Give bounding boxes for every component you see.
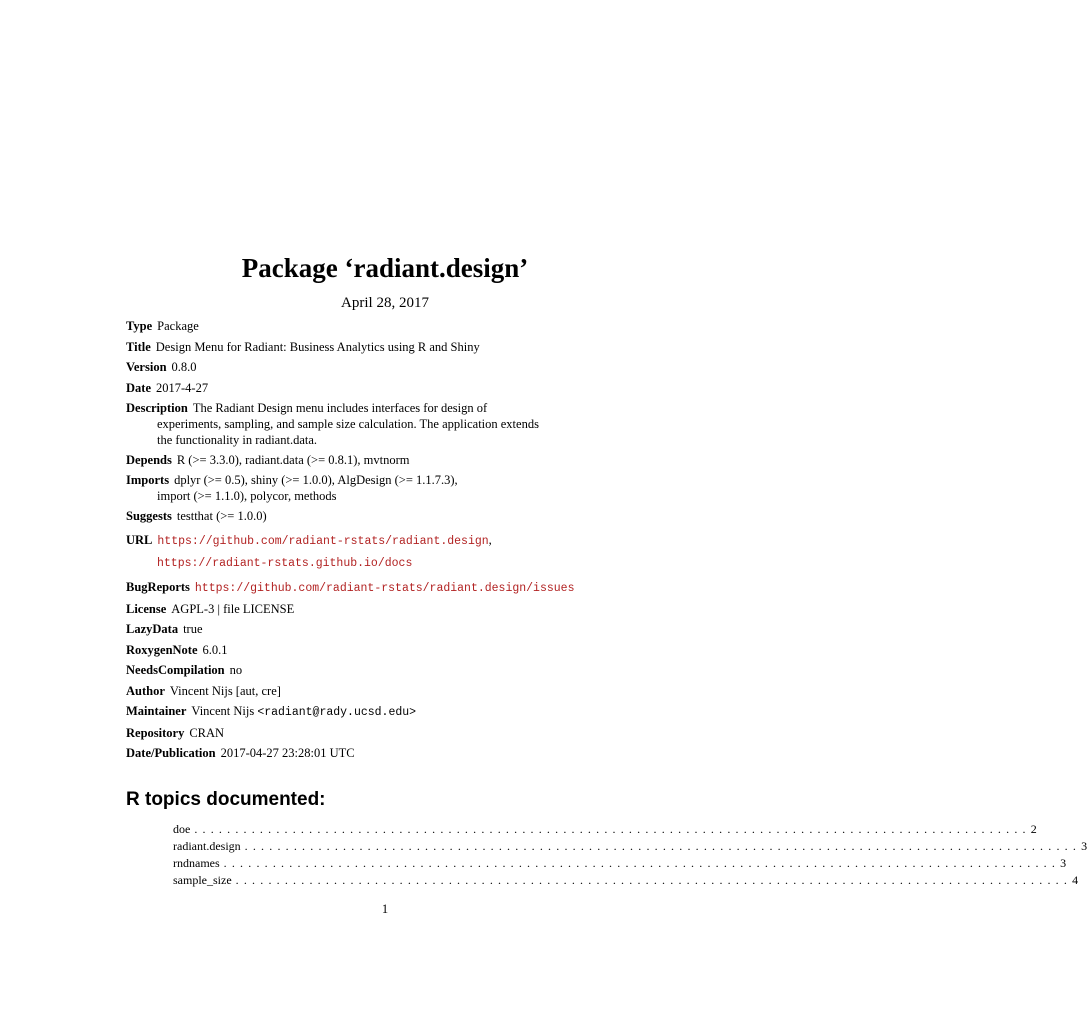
description-fields: [126, 318, 666, 762]
field-label: Title: [126, 339, 151, 354]
field-label: Version: [126, 360, 167, 374]
page-title: Package ‘radiant.design’: [241, 253, 529, 283]
field-value: 2017-4-27: [156, 380, 209, 395]
page-number: 1: [381, 902, 389, 916]
field-value: R (>= 3.3.0), radiant.data (>= 0.8.1), mvtnorm: [176, 452, 410, 467]
field-label: Maintainer: [126, 704, 187, 718]
toc-entry-name[interactable]: rndnames: [173, 856, 220, 870]
toc-leader-dots: ......................................................................................................: [244, 839, 1082, 853]
field-label: Type: [126, 319, 153, 333]
field-value: The Radiant Design menu includes interfaces for design of: [192, 401, 488, 415]
field-value: CRAN: [189, 725, 225, 740]
field-value: testthat (>= 1.0.0): [176, 509, 267, 523]
toc-leader-dots: ......................................................................................................: [223, 856, 1061, 870]
field-value: AGPL-3 | file LICENSE: [171, 601, 295, 616]
field-label: Date/Publication: [126, 746, 216, 760]
field-label: License: [126, 601, 167, 616]
field-label: Suggests: [126, 509, 172, 523]
field-date-publication: [126, 745, 666, 762]
field-label: Author: [126, 683, 165, 698]
field-lazydata: [126, 621, 666, 638]
field-label: NeedsCompilation: [126, 663, 225, 677]
toc-entry-name[interactable]: sample_size: [173, 873, 232, 887]
field-value: Design Menu for Radiant: Business Analytics using R and Shiny: [155, 339, 480, 354]
toc-entry-name[interactable]: doe: [173, 822, 191, 836]
field-label: Description: [126, 401, 188, 415]
field-imports: [126, 472, 666, 505]
field-description: [126, 400, 666, 448]
field-value: no: [229, 663, 243, 677]
url-link-github[interactable]: https://github.com/radiant-rstats/radiant.design: [157, 535, 489, 548]
field-continuation: experiments, sampling, and sample size calculation. The application extends: [157, 417, 539, 431]
field-label: Imports: [126, 473, 170, 487]
toc-page-number: 2: [1030, 822, 1037, 836]
field-author: [126, 683, 666, 700]
field-suggests: [126, 508, 666, 525]
field-roxygennote: [126, 642, 666, 659]
toc-row[interactable]: [173, 872, 1079, 889]
field-date: [126, 380, 666, 397]
toc-row[interactable]: [173, 821, 1037, 838]
publication-date: April 28, 2017: [341, 295, 429, 311]
field-maintainer: [126, 703, 666, 721]
field-value: 6.0.1: [202, 642, 228, 657]
toc-row[interactable]: [173, 838, 1087, 855]
field-label: LazyData: [126, 622, 179, 636]
field-label: URL: [126, 533, 153, 547]
toc-leader-dots: ......................................................................................................: [194, 822, 1031, 836]
field-label: Date: [126, 380, 151, 395]
field-value: Vincent Nijs [aut, cre]: [169, 683, 281, 698]
toc-row[interactable]: [173, 855, 1067, 872]
bugreports-link[interactable]: https://github.com/radiant-rstats/radiant.design/issues: [194, 582, 575, 595]
field-version: [126, 359, 666, 376]
toc-page-number: 3: [1081, 839, 1087, 853]
maintainer-email: <radiant@rady.ucsd.edu>: [257, 706, 417, 719]
field-label: Depends: [126, 452, 172, 467]
field-needscompilation: [126, 662, 666, 679]
toc-page-number: 4: [1072, 873, 1079, 887]
field-bugreports: [126, 579, 666, 597]
field-title: [126, 339, 666, 356]
url-link-docs[interactable]: https://radiant-rstats.github.io/docs: [157, 557, 413, 570]
field-type: [126, 318, 666, 335]
field-repository: [126, 725, 666, 742]
field-depends: [126, 452, 666, 469]
topics-heading: R topics documented:: [126, 789, 326, 810]
field-continuation: the functionality in radiant.data.: [157, 432, 318, 447]
url-separator: ,: [488, 533, 492, 547]
field-value: 0.8.0: [171, 360, 197, 374]
field-value: Package: [157, 319, 199, 333]
field-label: RoxygenNote: [126, 642, 198, 657]
field-value: true: [183, 622, 203, 636]
toc-leader-dots: ......................................................................................................: [235, 873, 1073, 887]
field-label: Repository: [126, 725, 185, 740]
topics-toc: [173, 821, 1087, 889]
field-license: [126, 601, 666, 618]
field-value: dplyr (>= 0.5), shiny (>= 1.0.0), AlgDesign (>= 1.1.7.3),: [174, 473, 458, 487]
field-label: BugReports: [126, 580, 190, 594]
toc-entry-name[interactable]: radiant.design: [173, 839, 241, 853]
field-continuation: import (>= 1.1.0), polycor, methods: [157, 489, 337, 503]
field-url: [126, 530, 666, 574]
field-value: Vincent Nijs: [191, 704, 258, 718]
toc-page-number: 3: [1060, 856, 1067, 870]
field-value: 2017-04-27 23:28:01 UTC: [220, 746, 355, 760]
